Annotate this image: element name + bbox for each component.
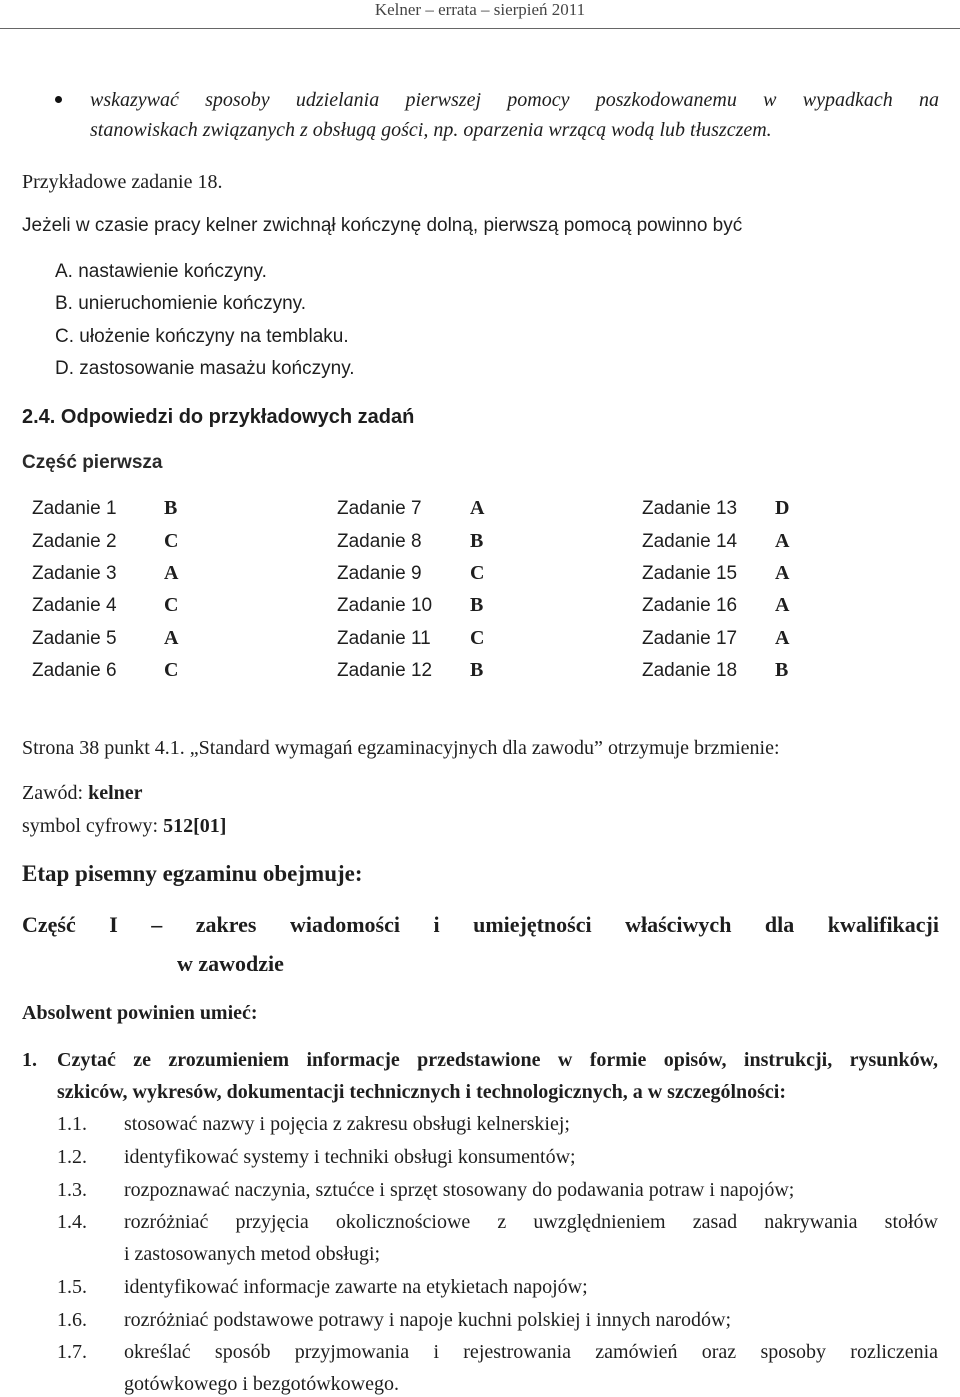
symbol-value: 512[01]: [163, 815, 227, 837]
answer-letter: A: [164, 627, 179, 649]
symbol-label: symbol cyfrowy:: [22, 815, 159, 837]
answer-label: Zadanie 4: [32, 595, 117, 616]
subpoint-number: 1.2.: [57, 1146, 87, 1168]
answer-label: Zadanie 17: [642, 628, 738, 649]
errata-intro: Strona 38 punkt 4.1. „Standard wymagań egzaminacyjnych dla zawodu” otrzymuje brzmienie:: [22, 737, 780, 759]
answers-part-title: Część pierwsza: [22, 452, 163, 473]
answer-letter: A: [164, 562, 179, 584]
header-divider: [0, 28, 960, 29]
answer-label: Zadanie 8: [337, 531, 422, 552]
answer-letter: B: [470, 659, 484, 681]
subpoint-text: rozróżniać przyjęcia okolicznościowe z uwzględnieniem zasad nakrywania stołów: [124, 1211, 938, 1233]
answer-label: Zadanie 9: [337, 563, 422, 584]
part-heading-line-1: Część I – zakres wiadomości i umiejętności właściwych dla kwalifikacji: [22, 912, 939, 937]
point-1-number: 1.: [22, 1049, 37, 1071]
profession-value: kelner: [88, 782, 143, 804]
profession-label: Zawód:: [22, 782, 84, 804]
answer-label: Zadanie 3: [32, 563, 117, 584]
bullet-text-line-1: wskazywać sposoby udzielania pierwszej pomocy poszkodowanemu w wypadkach na: [90, 89, 939, 111]
answer-label: Zadanie 11: [337, 628, 431, 649]
answers-section-title: 2.4. Odpowiedzi do przykładowych zadań: [22, 406, 415, 428]
answer-letter: D: [775, 497, 790, 519]
subpoint-number: 1.5.: [57, 1276, 87, 1298]
graduate-heading: Absolwent powinien umieć:: [22, 1002, 258, 1024]
page-header: [0, 0, 960, 29]
answer-letter: A: [775, 562, 790, 584]
answer-label: Zadanie 13: [642, 498, 738, 519]
subpoint-text-continued: gotówkowego i bezgotówkowego.: [124, 1373, 399, 1395]
answer-label: Zadanie 18: [642, 660, 738, 681]
option-text: zastosowanie masażu kończyny.: [79, 358, 355, 379]
option-letter: D.: [55, 358, 74, 379]
option-c: [55, 325, 349, 348]
header-title: Kelner – errata – sierpień 2011: [374, 0, 586, 19]
bullet-text-line-2: stanowiskach związanych z obsługą gości, np. oparzenia wrzącą wodą lub tłuszczem.: [90, 119, 772, 141]
subpoint-number: 1.6.: [57, 1309, 87, 1331]
example-title: Przykładowe zadanie 18.: [22, 171, 223, 193]
subpoint-text: określać sposób przyjmowania i rejestrowania zamówień oraz sposoby rozliczenia: [124, 1341, 938, 1363]
answer-label: Zadanie 6: [32, 660, 117, 681]
answer-letter: A: [775, 627, 790, 649]
subpoint-text: rozpoznawać naczynia, sztućce i sprzęt stosowany do podawania potraw i napojów;: [124, 1179, 795, 1201]
answer-label: Zadanie 2: [32, 531, 117, 552]
subpoint-number: 1.4.: [57, 1211, 87, 1233]
option-letter: C.: [55, 326, 74, 347]
answer-label: Zadanie 7: [337, 498, 422, 519]
answer-label: Zadanie 16: [642, 595, 738, 616]
stage-heading: Etap pisemny egzaminu obejmuje:: [22, 861, 363, 886]
answer-label: Zadanie 1: [32, 498, 117, 519]
option-letter: A.: [55, 261, 73, 282]
answer-letter: C: [164, 530, 179, 552]
subpoint-text: identyfikować systemy i techniki obsługi konsumentów;: [124, 1146, 576, 1168]
answer-letter: A: [775, 594, 790, 616]
symbol-line: [22, 814, 226, 838]
answer-letter: B: [470, 530, 484, 552]
answer-label: Zadanie 12: [337, 660, 433, 681]
subpoint-number: 1.7.: [57, 1341, 87, 1363]
option-a: [55, 260, 267, 283]
answer-letter: A: [470, 497, 485, 519]
option-text: ułożenie kończyny na temblaku.: [79, 326, 349, 347]
bullet-dot: [55, 96, 62, 103]
answer-label: Zadanie 14: [642, 531, 738, 552]
subpoint-number: 1.1.: [57, 1113, 87, 1135]
option-text: unieruchomienie kończyny.: [78, 293, 307, 314]
answer-letter: C: [470, 627, 485, 649]
option-b: [55, 292, 306, 315]
answer-label: Zadanie 10: [337, 595, 433, 616]
part-heading-line-2: w zawodzie: [177, 951, 284, 976]
subpoint-text: stosować nazwy i pojęcia z zakresu obsługi kelnerskiej;: [124, 1113, 570, 1135]
example-question: Jeżeli w czasie pracy kelner zwichnął kończynę dolną, pierwszą pomocą powinno być: [22, 215, 743, 236]
answer-letter: C: [164, 594, 179, 616]
subpoint-number: 1.3.: [57, 1179, 87, 1201]
option-letter: B.: [55, 293, 73, 314]
point-1-line-1: Czytać ze zrozumieniem informacje przedstawione w formie opisów, instrukcji, rysunków,: [57, 1049, 938, 1071]
answer-letter: C: [470, 562, 485, 584]
answer-letter: B: [470, 594, 484, 616]
answer-letter: B: [775, 659, 789, 681]
subpoint-text: identyfikować informacje zawarte na etykietach napojów;: [124, 1276, 588, 1298]
answer-label: Zadanie 15: [642, 563, 738, 584]
answer-letter: C: [164, 659, 179, 681]
subpoint-text: rozróżniać podstawowe potrawy i napoje kuchni polskiej i innych narodów;: [124, 1309, 732, 1331]
option-d: [55, 357, 355, 380]
answer-label: Zadanie 5: [32, 628, 117, 649]
option-text: nastawienie kończyny.: [78, 261, 267, 282]
profession-line: [22, 781, 143, 805]
answer-letter: B: [164, 497, 178, 519]
answer-letter: A: [775, 530, 790, 552]
subpoint-text-continued: i zastosowanych metod obsługi;: [124, 1243, 381, 1265]
point-1-line-2: szkiców, wykresów, dokumentacji technicznych i technologicznych, a w szczególności:: [57, 1081, 787, 1103]
